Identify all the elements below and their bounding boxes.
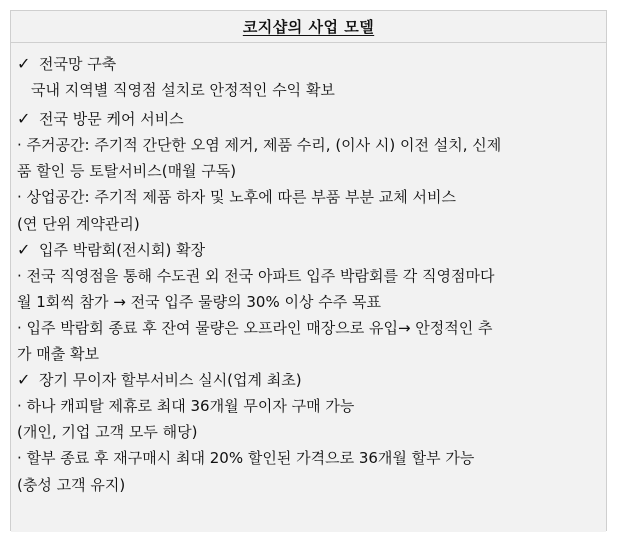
section-line: · 할부 종료 후 재구매시 최대 20% 할인된 가격으로 36개월 할부 가능	[17, 449, 475, 468]
section-line: (연 단위 계약관리)	[17, 214, 140, 233]
section-installment-service	[17, 367, 606, 497]
section-heading-text: 장기 무이자 할부서비스 실시(업계 최초)	[39, 371, 302, 390]
section-visit-care	[17, 106, 606, 236]
section-heading	[17, 367, 606, 393]
section-heading	[17, 237, 606, 263]
section-heading	[17, 106, 606, 132]
panel-title: 코지샵의 사업 모델	[242, 18, 375, 36]
section-heading-text: 입주 박람회(전시회) 확장	[39, 240, 206, 259]
section-line: · 전국 직영점을 통해 수도권 외 전국 아파트 입주 박람회를 각 직영점마다	[17, 266, 495, 285]
section-line: · 주거공간: 주기적 간단한 오염 제거, 제품 수리, (이사 시) 이전 설치, 신제	[17, 136, 502, 155]
business-model-panel	[10, 10, 607, 531]
check-icon: ✓	[17, 370, 31, 390]
section-nationwide-network	[17, 51, 606, 103]
section-line: 월 1회씩 참가 → 전국 입주 물량의 30% 이상 수주 목표	[17, 292, 381, 311]
section-line: · 상업공간: 주기적 제품 하자 및 노후에 따른 부품 부분 교체 서비스	[17, 188, 457, 207]
check-icon: ✓	[17, 109, 31, 129]
check-icon: ✓	[17, 239, 31, 259]
section-heading	[17, 51, 606, 77]
section-heading-text: 전국 방문 케어 서비스	[39, 110, 184, 129]
section-line: 가 매출 확보	[17, 345, 99, 364]
section-line: · 입주 박람회 종료 후 잔여 물량은 오프라인 매장으로 유입→ 안정적인 추	[17, 318, 493, 337]
section-line: 품 할인 등 토탈서비스(매월 구독)	[17, 162, 237, 181]
section-line: (충성 고객 유지)	[17, 475, 126, 494]
section-line: 국내 지역별 직영점 설치로 안정적인 수익 확보	[31, 81, 335, 100]
title-bar	[11, 11, 606, 43]
section-heading-text: 전국망 구축	[39, 55, 117, 73]
section-line: · 하나 캐피탈 제휴로 최대 36개월 무이자 구매 가능	[17, 397, 355, 416]
section-line: (개인, 기업 고객 모두 해당)	[17, 423, 198, 442]
section-expo-expansion	[17, 237, 606, 367]
check-icon: ✓	[17, 54, 31, 73]
panel-body	[11, 43, 606, 532]
